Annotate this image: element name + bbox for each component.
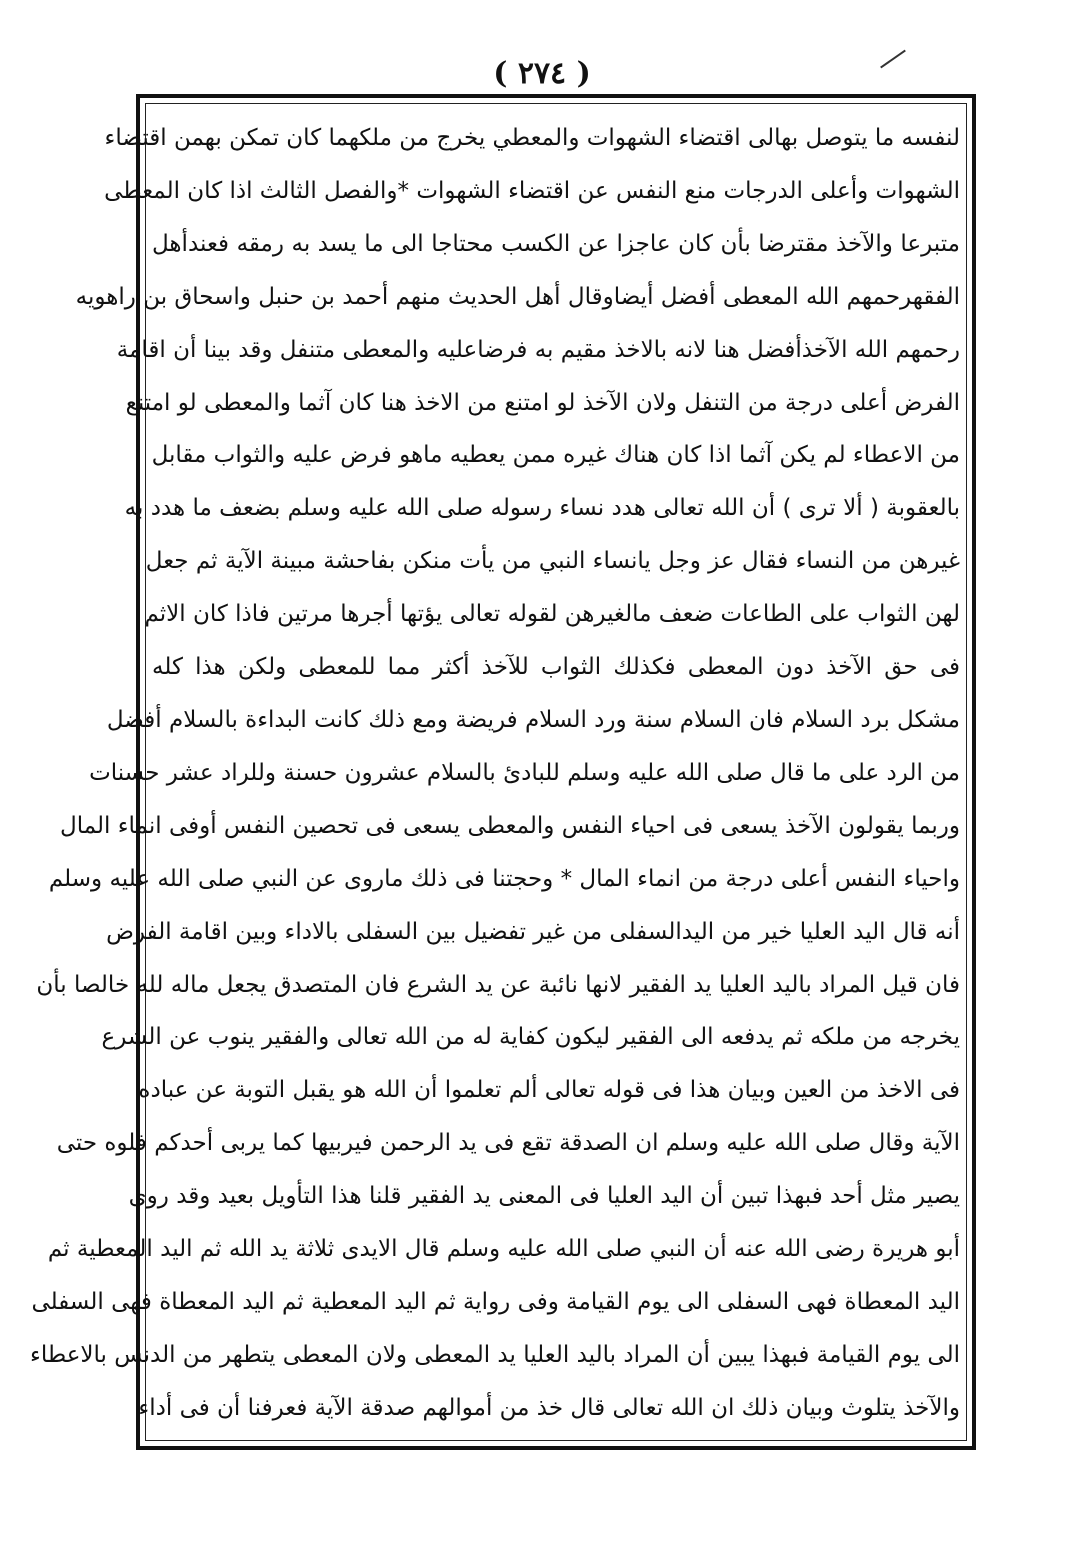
body-text [30, 112, 960, 1434]
text-line: الفقهرحمهم الله المعطى أفضل أيضاوقال أهل الحديث منهم أحمد بن حنبل واسحاق بن راهويه [75, 283, 960, 310]
text-line: يخرجه من ملكه ثم يدفعه الى الفقير ليكون كفاية له من الله تعالى والفقير ينوب عن الشرع [101, 1024, 960, 1051]
text-line: رحمهم الله الآخذأفضل هنا لانه بالاخذ مقيم به فرضاعليه والمعطى متنفل وقد بينا أن اقامة [116, 336, 960, 363]
text-line: يصير مثل أحد فبهذا تبين أن اليد العليا فى المعنى يد الفقير قلنا هذا التأويل بعيد وقد روى [128, 1183, 960, 1210]
text-line: فان قيل المراد باليد العليا يد الفقير لانها نائبة عن يد الشرع فان المتصدق يجعل ماله لله خالصا بأن [36, 971, 960, 998]
text-line: بالعقوبة ( ألا ترى ) أن الله تعالى هدد نساء رسوله صلى الله عليه وسلم بضعف ما هدد به [124, 495, 960, 522]
text-line: غيرهن من النساء فقال عز وجل يانساء النبي من يأت منكن بفاحشة مبينة الآية ثم جعل [145, 548, 960, 575]
text-line: متبرعا والآخذ مقترضا بأن كان عاجزا عن الكسب محتاجا الى ما يسد به رمقه فعندأهل [152, 230, 960, 257]
text-line: أنه قال اليد العليا خير من اليدالسفلى من غير تفضيل بين السفلى بالاداء وبين اقامة الفرض [106, 918, 960, 945]
text-line: الآية وقال صلى الله عليه وسلم ان الصدقة تقع فى يد الرحمن فيربيها كما يربى أحدكم فلوه حتى [56, 1130, 960, 1157]
text-line: لهن الثواب على الطاعات ضعف مالغيرهن لقوله تعالى يؤتها أجرها مرتين فاذا كان الاثم [144, 601, 960, 628]
text-line: واحياء النفس أعلى درجة من انماء المال * وحجتنا فى ذلك ماروى عن النبي صلى الله عليه وسلم [48, 865, 960, 892]
text-line: لنفسه ما يتوصل بهالى اقتضاء الشهوات والمعطي يخرج من ملكهما كان تمكن بهمن اقتضاء [104, 125, 960, 151]
text-line: مشكل برد السلام فان السلام سنة ورد السلام فريضة ومع ذلك كانت البداءة بالسلام أفضل [106, 706, 960, 733]
text-line: وربما يقولون الآخذ يسعى فى احياء النفس والمعطى يسعى فى تحصين النفس أوفى انماء المال [60, 812, 960, 839]
text-line: فى حق الآخذ دون المعطى فكذلك الثواب للآخذ أكثر مما للمعطى ولكن هذا كله [152, 654, 960, 681]
text-line: من الرد على ما قال صلى الله عليه وسلم للبادئ بالسلام عشرون حسنة وللراد عشر حسنات [89, 759, 960, 786]
text-line: الشهوات وأعلى الدرجات منع النفس عن اقتضاء الشهوات *والفصل الثالث اذا كان المعطى [104, 177, 960, 204]
text-line: من الاعطاء لم يكن آثما اذا كان هناك غيره ممن يعطيه ماهو فرض عليه والثواب مقابل [151, 442, 960, 469]
text-line: فى الاخذ من العين وبيان هذا فى قوله تعالى ألم تعلموا أن الله هو يقبل التوبة عن عباده [138, 1077, 960, 1104]
text-line: الفرض أعلى درجة من التنفل ولان الآخذ لو امتنع من الاخذ هنا كان آثما والمعطى لو امتنع [125, 389, 960, 416]
text-line: اليد المعطاة فهى السفلى الى يوم القيامة وفى رواية ثم اليد المعطية ثم اليد المعطاة فهى السفلى [31, 1288, 960, 1315]
text-line: أبو هريرة رضى الله عنه أن النبي صلى الله عليه وسلم قال الايدى ثلاثة يد الله ثم اليد المعطية ثم [47, 1236, 960, 1263]
text-line: والآخذ يتلوث وبيان ذلك ان الله تعالى قال خذ من أموالهم صدقة الآية فعرفنا أن فى أداء [138, 1394, 960, 1421]
page-number: ( ٢٧٤ ) [493, 56, 591, 91]
text-line: الى يوم القيامة فبهذا يبين أن المراد باليد العليا يد المعطى ولان المعطى يتطهر من الدنس بالاعطاء [30, 1341, 960, 1368]
